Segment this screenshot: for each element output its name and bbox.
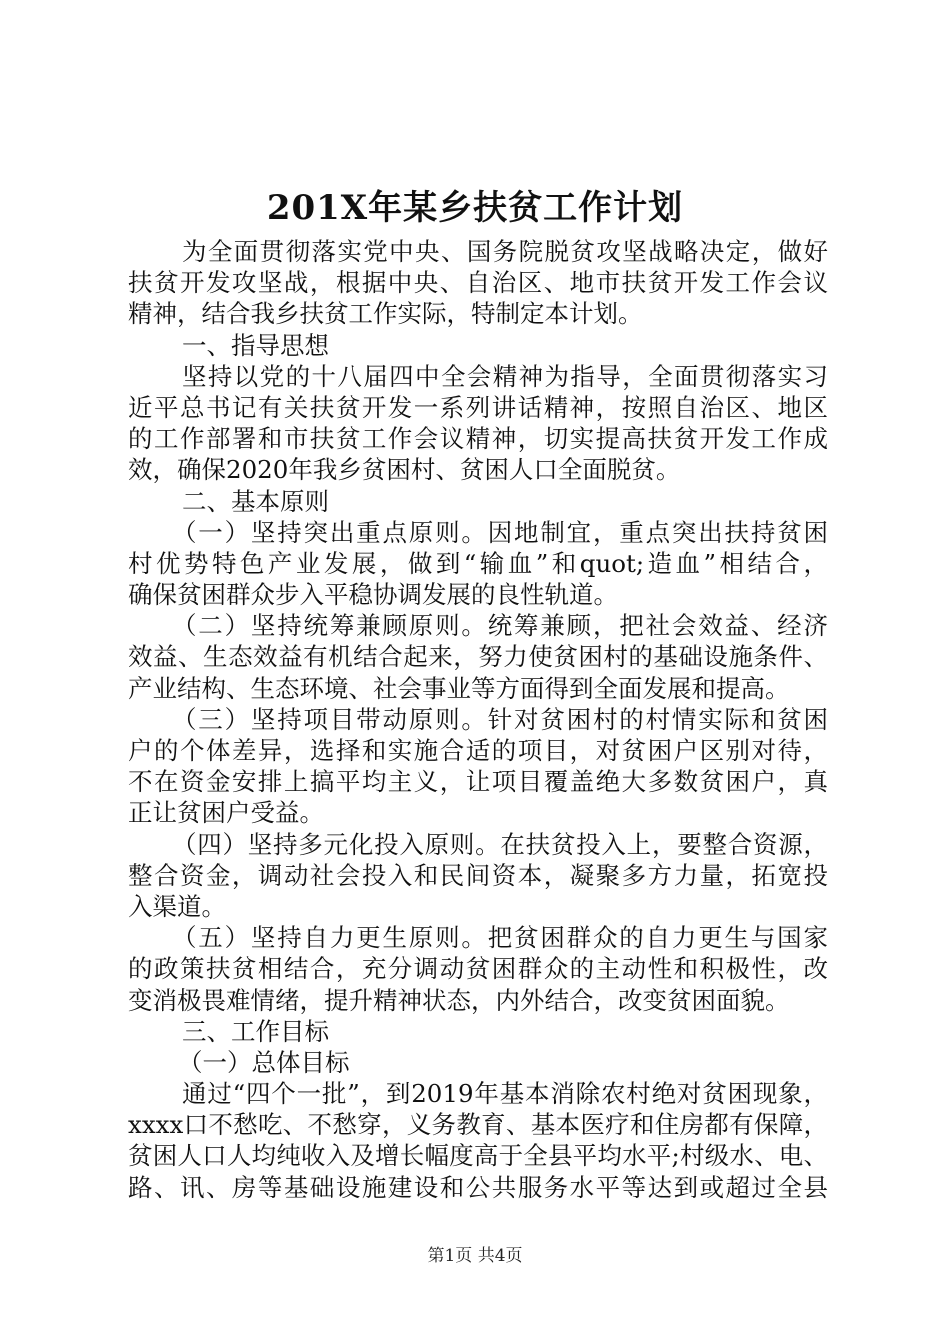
text-line: 户的个体差异，选择和实施合适的项目，对贫困户区别对待， xyxy=(128,736,828,765)
text-line: （四）坚持多元化投入原则。在扶贫投入上，要整合资源， xyxy=(172,829,828,859)
section-heading: 二、基本原则 xyxy=(182,486,329,516)
page-footer: 第1页 共4页 xyxy=(427,1246,523,1266)
text-line: 近平总书记有关扶贫开发一系列讲话精神，按照自治区、地区 xyxy=(128,392,828,422)
text-line: 不在资金安排上搞平均主义，让项目覆盖绝大多数贫困户，真 xyxy=(128,767,828,797)
text-line: 坚持以党的十八届四中全会精神为指导，全面贯彻落实习 xyxy=(182,361,828,391)
text-line: xxxx口不愁吃、不愁穿，义务教育、基本医疗和住房都有保障， xyxy=(128,1110,828,1140)
text-line: 路、讯、房等基础设施建设和公共服务水平等达到或超过全县 xyxy=(128,1172,828,1202)
text-line: （一）坚持突出重点原则。因地制宜，重点突出扶持贫困 xyxy=(172,517,828,547)
text-line: （五）坚持自力更生原则。把贫困群众的自力更生与国家 xyxy=(172,923,828,953)
text-line: 整合资金，调动社会投入和民间资本，凝聚多方力量，拓宽投 xyxy=(128,860,828,890)
text-line: 入渠道。 xyxy=(128,891,226,921)
text-line: 确保贫困群众步入平稳协调发展的良性轨道。 xyxy=(128,580,618,610)
text-line: （三）坚持项目带动原则。针对贫困村的村情实际和贫困 xyxy=(172,704,828,734)
section-heading: 一、指导思想 xyxy=(182,330,329,360)
document-body xyxy=(128,236,828,1203)
text-line: 扶贫开发攻坚战，根据中央、自治区、地市扶贫开发工作会议 xyxy=(128,268,828,298)
subsection-heading: （一）总体目标 xyxy=(178,1047,350,1077)
text-line: （二）坚持统筹兼顾原则。统筹兼顾，把社会效益、经济 xyxy=(172,611,828,641)
text-line: 效，确保2020年我乡贫困村、贫困人口全面脱贫。 xyxy=(128,455,681,485)
text-line: 的政策扶贫相结合，充分调动贫困群众的主动性和积极性，改 xyxy=(128,954,828,984)
text-line: 村优势特色产业发展，做到“输血”和quot;造血”相结合， xyxy=(128,548,828,578)
text-line: 为全面贯彻落实党中央、国务院脱贫攻坚战略决定，做好 xyxy=(182,237,828,266)
text-line: 精神，结合我乡扶贫工作实际，特制定本计划。 xyxy=(128,299,643,329)
text-line: 贫困人口人均纯收入及增长幅度高于全县平均水平;村级水、电、 xyxy=(128,1141,828,1171)
section-heading: 三、工作目标 xyxy=(182,1016,329,1046)
text-line: 通过“四个一批”，到2019年基本消除农村绝对贫困现象， xyxy=(182,1079,828,1109)
text-line: 产业结构、生态环境、社会事业等方面得到全面发展和提高。 xyxy=(128,673,790,703)
text-line: 的工作部署和市扶贫工作会议精神，切实提高扶贫开发工作成 xyxy=(128,424,828,454)
text-line: 正让贫困户受益。 xyxy=(128,798,324,828)
text-line: 变消极畏难情绪，提升精神状态，内外结合，改变贫困面貌。 xyxy=(128,985,790,1015)
text-line: 效益、生态效益有机结合起来，努力使贫困村的基础设施条件、 xyxy=(128,642,828,672)
document-title: 201X年某乡扶贫工作计划 xyxy=(266,188,684,228)
